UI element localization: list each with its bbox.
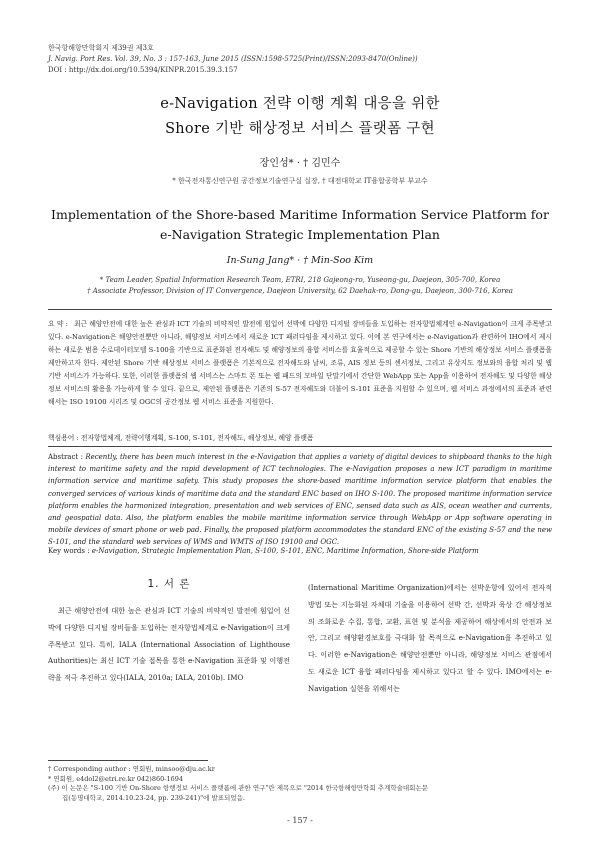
title-ko-line2: Shore 기반 해상정보 서비스 플랫폼 구현 [165,121,435,137]
journal-citation: J. Navig. Port Res. Vol. 39, No. 3 : 157-163, June 2015 (ISSN:1598-5725(Print)/ISSN:2093-8470(Online)) [48,55,418,63]
footnote-note-line2: 집(동명대학교, 2014.10.23-24, pp. 239-241)"에 발표되었음. [62,793,245,802]
abstract-ko-label: 요 약 : [48,320,68,328]
footnote-rule [48,760,208,761]
page-number: - 157 - [287,816,313,825]
authors-ko: 장인성* · † 김민수 [259,158,341,169]
abstract-en-text: Recently, there has been much interest in the e-Navigation that applies a variety of digital devices to shipboard thanks to the high interest to maritime safety and the rapid development of ICT technologies. The e-Navigation proposes a new ICT paradigm in maritime information service and maritime safety. This study proposes the shore-based maritime information service platform that enables the converged services of various kinds of maritime data and the standard ENC based on IHO S-100. The proposed maritime information service platform enables the harmonized integration, presentation and web services of ENC, sensed data such as AIS, ocean weather and currents, and geospatial data. Also, the platform enables the mobile maritime information service through WebApp or App software operating in mobile devices of smart phone or web pad. Finally, the proposed platform accommodates the standard ENC of the existing S-57 and the new S-101, and the standard web services of WMS and WMTS of ISO 19100 and OGC. [48,453,552,547]
section-heading: 1. 서 론 [147,578,191,590]
keywords-ko: 핵심용어 : 전자항법체계, 전략이행계획, S-100, S-101, 전자해도, 해상정보, 해양 플랫폼 [48,434,314,442]
title-en-line2: e-Navigation Strategic Implementation Plan [160,227,440,242]
abstract-en-label: Abstract : [48,453,83,461]
body-column-left [48,603,290,687]
affiliation-en-line1: * Team Leader, Spatial Information Research Team, ETRI, 218 Gajeong-ro, Yuseong-gu, Daejeon, 305-700, Korea [99,276,501,284]
keywords-en-text: e-Navigation, Strategic Implementation Plan, S-100, S-101, ENC, Maritime Information, Shore-side Platform [91,547,479,555]
title-en-line1: Implementation of the Shore-based Maritime Information Service Platform for [51,207,549,222]
body-column-right [308,580,552,698]
journal-name-ko: 한국항해항만학회지 제39권 제3호 [48,44,154,52]
abstract-en [48,451,552,549]
keywords-en [48,547,552,555]
footnotes [48,765,552,803]
footnote-member: * 연회원, e4dol2@etri.re.kr 042)860-1694 [48,774,183,783]
body-paragraph-right: (International Maritime Organization)에서는 선박운항에 있어서 전자적 방법 또는 지능화된 자체대 기술을 이용하여 선박 간, 선박과 육상 간 해상정보의 조화로운 수집, 통합, 교환, 표현 및 분석을 제공하여 해상에서의 안전과 보안, 그리고 해양환경보호를 극대화 할 목적으로 e-Navigation을 추진하고 있다. 이러한 e-Navigation은 해양안전뿐만 아니라, 해양정보 서비스 관점에서도 새로운 ICT 융합 패러다임을 제시하고 있다고 할 수 있다. IMO에서는 e-Navigation 실현을 위해서는 [308,583,552,693]
affiliation-ko: * 한국전자통신연구원 공간정보기술연구실 실장, † 대전대학교 IT융합공학부 부교수 [172,177,428,185]
body-paragraph-left: 최근 해양안전에 대한 높은 관심과 ICT 기술의 비약적인 발전에 힘입어 선박에 다양한 디지털 장비들을 도입하는 전자항법체계로 e-Navigation이 크게 주목받고 있다. 특히, IALA (International Association of Lighthouse Authorities)는 최신 ICT 기술 접목을 통한 e-Navigation 표준화 및 이행전략을 적극 추진하고 있다(IALA, 2010a; IALA, 2010b). IMO [48,606,290,683]
divider-mid [48,446,552,447]
divider-top [48,309,552,310]
authors-en: In-Sung Jang* · † Min-Soo Kim [226,255,374,266]
footnote-note-line1: (주) 이 논문은 "S-100 기반 On-Shore 항행정보 서비스 플랫폼에 관한 연구"란 제목으로 "2014 한국항해항만학회 추계학술대회논문 [48,784,429,792]
abstract-ko [48,318,552,409]
keywords-en-label: Key words : [48,547,90,555]
abstract-ko-text: 최근 해양안전에 대한 높은 관심과 ICT 기술의 비약적인 발전에 힘입어 선박에 다양한 디지털 장비들을 도입하는 전자항법체계인 e-Navigation이 크게 주목받고 있다. e-Navigation은 해양안전뿐만 아니라, 해양정보 서비스에서 새로운 ICT 패러다임을 제시하고 있다. 이에 본 연구에서는 e-Navigation과 관련하여 IHO에서 제시하는 새로운 범용 수로데이터모델 S-100을 기반으로 표준화된 전자해도 및 해양정보의 융합 서비스를 효율적으로 제공할 수 있는 Shore 기반의 해상정보 서비스 플랫폼을 제안하고자 한다. 제안된 Shore 기반 해상정보 서비스 플랫폼은 기본적으로 전자해도와 날씨, 조류, AIS 정보 등의 센서정보, 그리고 유상지도 정보와의 융합 처리 및 웹 기반 서비스가 가능하다. 또한, 이러한 플랫폼의 웹 서비스는 스마트 폰 또는 웹 패드의 모바일 단말기에서 간단한 WebApp 또는 App을 이용하여 전자해도 및 다양한 해상정보 서비스의 활용을 가능하게 할 수 있다. 끝으로, 제안된 플랫폼은 기존의 S-57 전자해도와 더불어 S-101 표준을 지원할 수 있으며, 웹 서비스 과정에서의 표준과 관련해서는 ISO 19100 시리즈 및 OGC의 공간정보 웹 서비스 표준을 지원한다. [48,320,552,406]
doi-line: DOI : http://dx.doi.org/10.5394/KINPR.2015.39.3.157 [48,66,238,74]
affiliation-en-line2: † Associate Professor, Division of IT Convergence, Daejeon University, 62 Daehak-ro, Dong-gu, Daejeon, 300-716, Korea [87,287,513,295]
footnote-corresponding: † Corresponding author : 연회원, minsoo@dju.ac.kr [48,765,215,773]
title-ko-line1: e-Navigation 전략 이행 계획 대응을 위한 [160,96,440,112]
